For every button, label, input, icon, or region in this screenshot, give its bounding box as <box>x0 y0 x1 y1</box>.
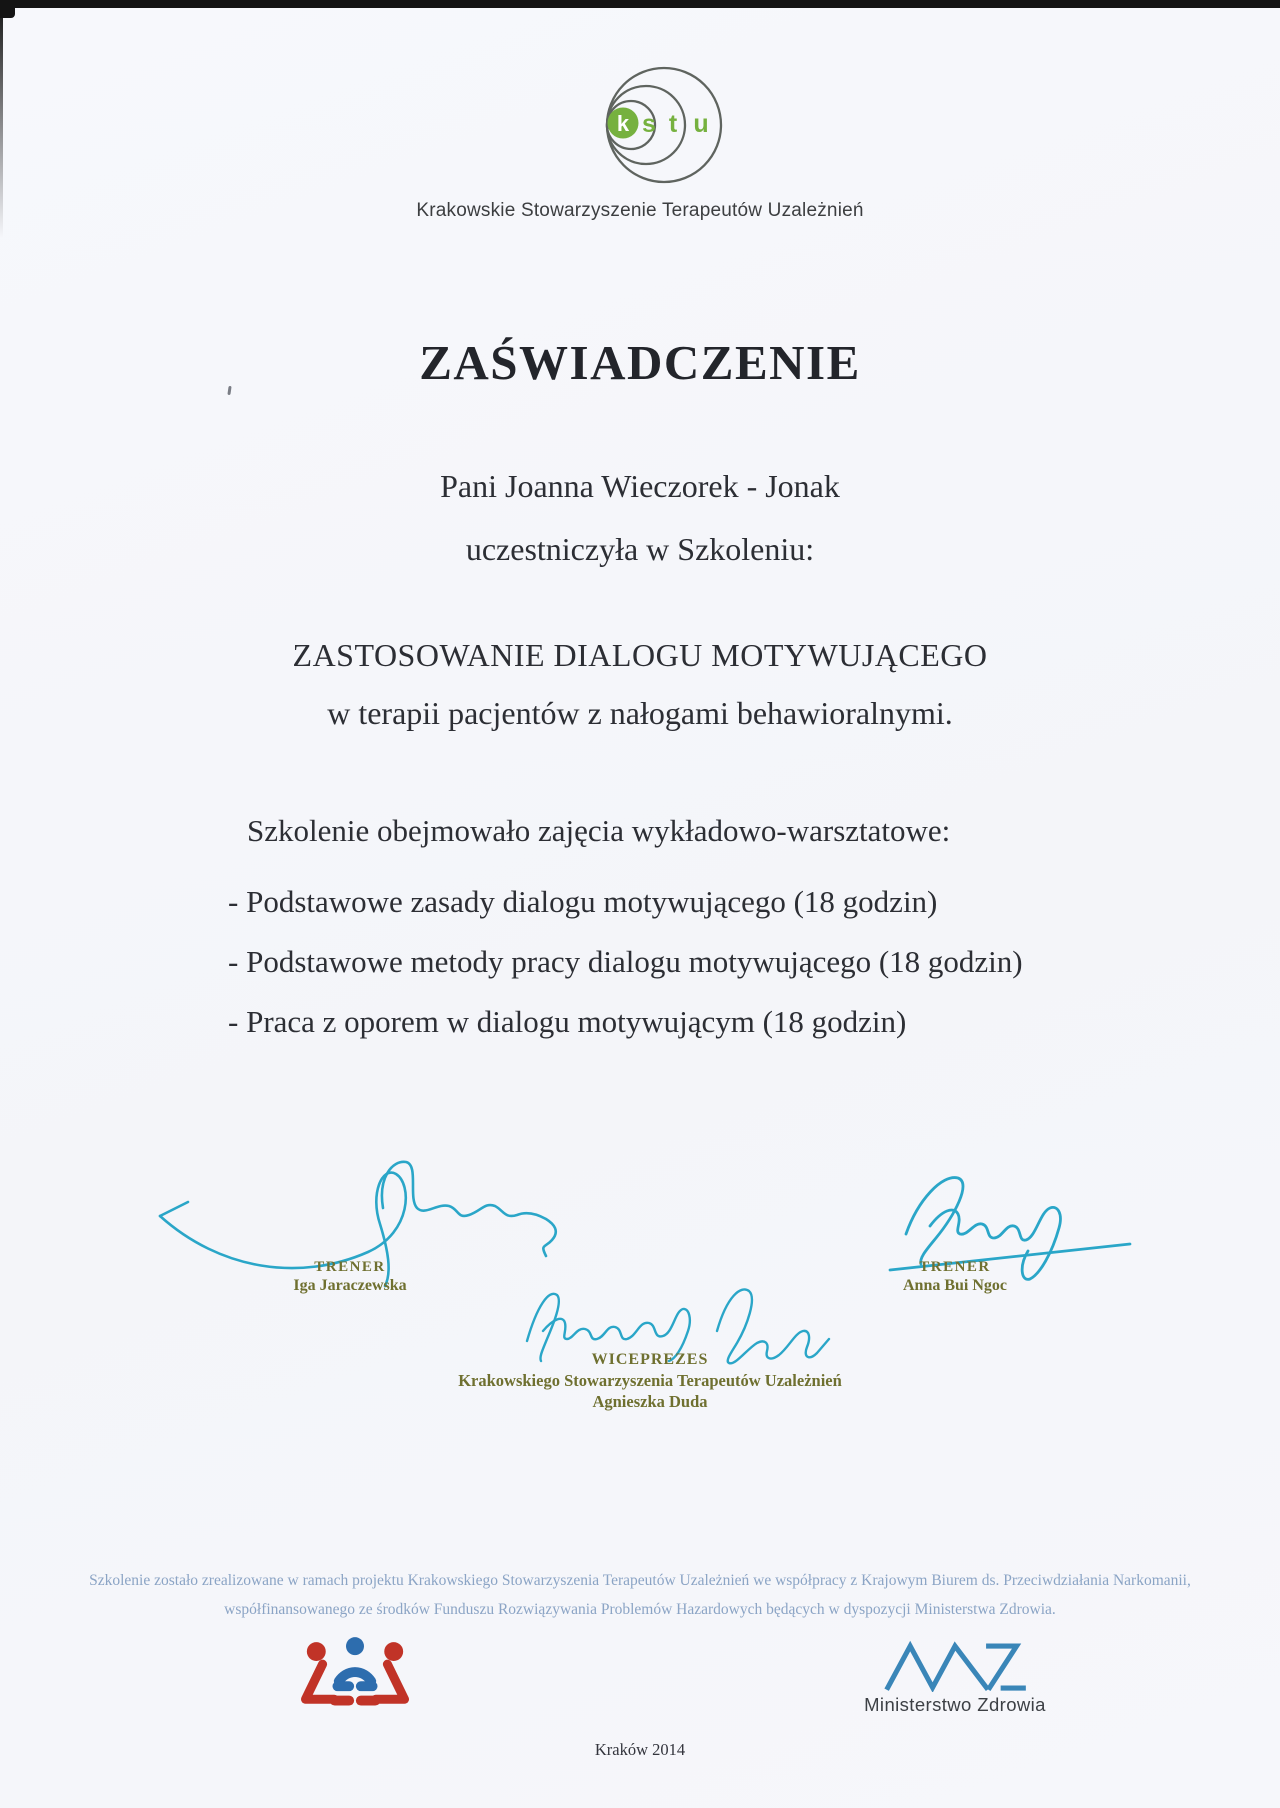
program-intro: Szkolenie obejmowało zajęcia wykładowo-warsztatowe: <box>247 813 951 848</box>
course-title-line1: ZASTOSOWANIE DIALOGU MOTYWUJĄCEGO <box>292 637 988 673</box>
ministry-label: Ministerstwo Zdrowia <box>864 1694 1046 1715</box>
program-item: - Podstawowe metody pracy dialogu motywującego (18 godzin) <box>228 944 1023 979</box>
signature-right-role: TRENER <box>919 1259 991 1275</box>
kstu-logo-icon <box>598 64 730 186</box>
signature-center-org: Krakowskiego Stowarzyszenia Terapeutów Uzależnień <box>458 1371 842 1390</box>
signature-right-name: Anna Bui Ngoc <box>902 1277 1008 1294</box>
kstu-letter-t: t <box>668 110 678 138</box>
footer-note-line1: Szkolenie zostało zrealizowane w ramach projektu Krakowskiego Stowarzyszenia Terapeutów Uzależnień we współpracy z Krajowym Biurem ds. Przeciwdziałania Narkomanii, <box>89 1572 1191 1589</box>
ministry-of-health-logo-icon <box>880 1636 1030 1692</box>
signature-left-name: Iga Jaraczewska <box>293 1277 407 1294</box>
kstu-letter-u: u <box>693 110 709 138</box>
program-item: - Podstawowe zasady dialogu motywującego (18 godzin) <box>228 884 938 919</box>
three-figures-logo-icon <box>292 1634 418 1724</box>
footer-note-line2: współfinansowanego ze środków Funduszu Rozwiązywania Problemów Hazardowych będących w dyspozycji Ministerstwa Zdrowia. <box>224 1601 1056 1618</box>
kstu-letter-k: k <box>616 111 630 136</box>
course-title-line2: w terapii pacjentów z nałogami behawioralnymi. <box>327 695 953 731</box>
participation-line: uczestniczyła w Szkoleniu: <box>465 531 815 567</box>
signature-left-role: TRENER <box>314 1259 386 1275</box>
program-item: - Praca z oporem w dialogu motywującym (18 godzin) <box>228 1004 907 1039</box>
signature-center-name: Agnieszka Duda <box>592 1392 708 1411</box>
kstu-letter-s: s <box>642 110 656 138</box>
certificate-title: ZAŚWIADCZENIE <box>419 335 861 390</box>
place-and-year: Kraków 2014 <box>594 1740 686 1759</box>
scan-corner-notch <box>0 8 15 18</box>
organization-name: Krakowskie Stowarzyszenie Terapeutów Uzależnień <box>416 200 864 221</box>
recipient-name: Pani Joanna Wieczorek - Jonak <box>440 468 840 504</box>
signature-center-role: WICEPREZES <box>591 1351 709 1368</box>
scan-edge-top <box>0 0 1280 8</box>
